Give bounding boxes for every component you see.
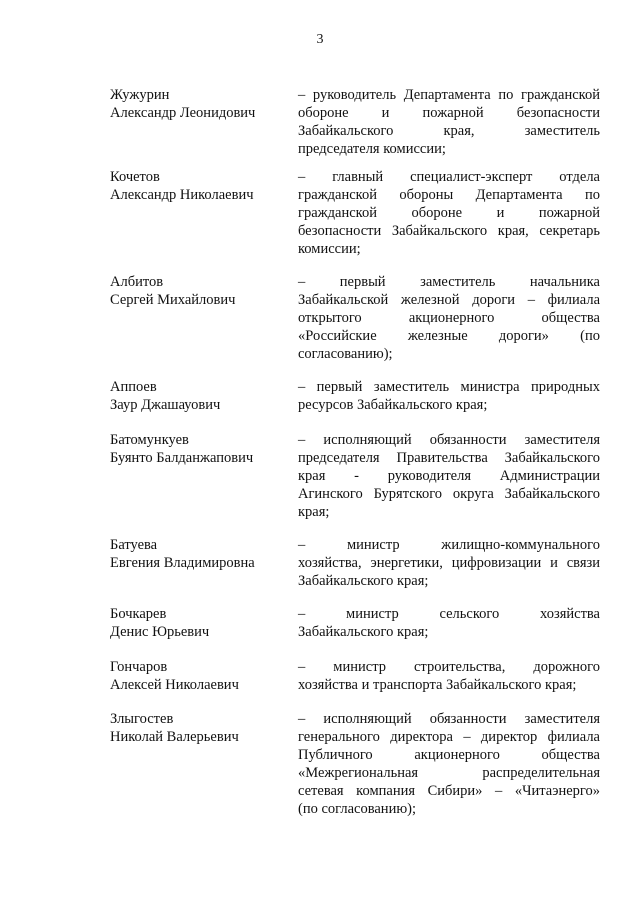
member-surname: Батуева (110, 537, 158, 553)
member-name (110, 658, 290, 694)
member-given-name: Буянто Балданжапович (110, 450, 254, 466)
role-line: обороне и пожарной безопасности (298, 105, 600, 121)
page-number: 3 (316, 32, 324, 47)
role-line: – первый заместитель начальника (298, 274, 600, 290)
role-line: (по согласованию); (298, 801, 417, 817)
role-line: – главный специалист-эксперт отдела (298, 169, 600, 185)
member-role (298, 273, 600, 363)
role-line: края; (298, 504, 330, 520)
member-role (298, 168, 600, 258)
role-line: открытого акционерного общества (298, 310, 600, 326)
member-surname: Албитов (110, 274, 164, 290)
member-name (110, 431, 290, 467)
role-line: Забайкальского края, заместитель (298, 123, 600, 139)
member-surname: Кочетов (110, 169, 160, 185)
member-role (298, 536, 600, 590)
member-surname: Гончаров (110, 659, 168, 675)
role-line: генерального директора – директор филиала (298, 729, 600, 745)
member-name (110, 86, 290, 122)
member-given-name: Заур Джашауович (110, 397, 221, 413)
role-line: согласованию); (298, 346, 393, 362)
role-line: края - руководителя Администрации (298, 468, 600, 484)
member-role (298, 605, 600, 641)
role-line: – исполняющий обязанности заместителя (298, 432, 600, 448)
member-given-name: Евгения Владимировна (110, 555, 255, 571)
member-surname: Батомункуев (110, 432, 189, 448)
role-line: Забайкальской железной дороги – филиала (298, 292, 600, 308)
role-line: «Межрегиональная распределительная (298, 765, 600, 781)
member-given-name: Алексей Николаевич (110, 677, 239, 693)
member-surname: Жужурин (110, 87, 170, 103)
role-line: – исполняющий обязанности заместителя (298, 711, 600, 727)
role-line: безопасности Забайкальского края, секретарь (298, 223, 600, 239)
member-name (110, 378, 290, 414)
role-line: гражданской обороны Департамента по (298, 187, 600, 203)
member-given-name: Сергей Михайлович (110, 292, 236, 308)
role-line: комиссии; (298, 241, 361, 257)
member-given-name: Александр Леонидович (110, 105, 256, 121)
role-line: «Российские железные дороги» (по (298, 328, 600, 344)
role-line: ресурсов Забайкальского края; (298, 397, 488, 413)
role-line: председателя комиссии; (298, 141, 446, 157)
role-line: сетевая компания Сибири» – «Читаэнерго» (298, 783, 600, 799)
member-surname: Аппоев (110, 379, 157, 395)
member-given-name: Николай Валерьевич (110, 729, 239, 745)
member-role (298, 378, 600, 414)
role-line: Забайкальского края; (298, 624, 429, 640)
role-line: Агинского Бурятского округа Забайкальского (298, 486, 600, 502)
member-name (110, 536, 290, 572)
member-given-name: Александр Николаевич (110, 187, 254, 203)
role-line: хозяйства и транспорта Забайкальского края; (298, 677, 577, 693)
member-surname: Злыгостев (110, 711, 174, 727)
role-line: Забайкальского края; (298, 573, 429, 589)
role-line: – первый заместитель министра природных (298, 379, 600, 395)
role-line: – министр жилищно-коммунального (298, 537, 600, 553)
member-role (298, 431, 600, 521)
member-surname: Бочкарев (110, 606, 167, 622)
role-line: хозяйства, энергетики, цифровизации и связи (298, 555, 600, 571)
role-line: гражданской обороне и пожарной (298, 205, 600, 221)
role-line: председателя Правительства Забайкальского (298, 450, 600, 466)
member-given-name: Денис Юрьевич (110, 624, 210, 640)
member-role (298, 86, 600, 158)
member-role (298, 710, 600, 818)
member-role (298, 658, 600, 694)
role-line: Публичного акционерного общества (298, 747, 600, 763)
member-name (110, 273, 290, 309)
role-line: – руководитель Департамента по гражданской (298, 87, 600, 103)
member-name (110, 168, 290, 204)
role-line: – министр сельского хозяйства (298, 606, 600, 622)
member-name (110, 710, 290, 746)
role-line: – министр строительства, дорожного (298, 659, 600, 675)
member-name (110, 605, 290, 641)
